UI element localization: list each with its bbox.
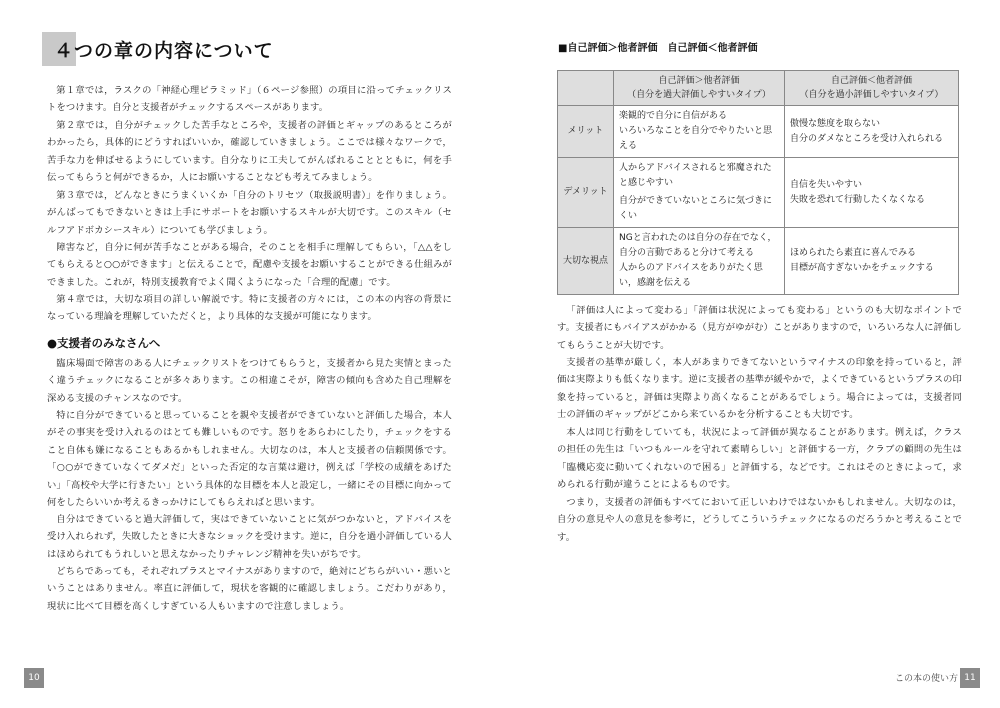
evaluation-comparison-table [557,70,959,295]
supporter-paragraph: 特に自分ができていると思っていることを親や支援者ができていないと評価した場合，本人がその事実を受け入れるのはとても難しいものです。怒りをあらわにしたり，チェックをすること自体も嫌になることもあるかもしれません。大切なのは，本人と支援者の信頼関係です。「○○ができていなくてダメだ」といった否定的な言葉は避け，例えば「学校の成績をあげたい」「高校や大学に行きたい」という具体的な目標を本人と設定し，一緒にその目標に向かって何をしたらいいか考えるきっかけにしてもらえればと思います。 [47,410,452,509]
body-paragraph: つまり，支援者の評価もすべてにおいて正しいわけではないかもしれません。大切なのは，自分の意見や人の意見を参考に，どうしてこういうチェックになるのだろうかと考えることです。 [557,497,962,543]
section-subheading: ●支援者のみなさんへ [47,336,161,350]
table-cell: ほめられたら素直に喜んでみる 目標が高すぎないかをチェックする [785,228,959,295]
table-heading: ■自己評価＞他者評価 自己評価＜他者評価 [558,43,758,54]
page-number: 10 [24,668,44,688]
row-label: 大切な視点 [558,228,614,295]
supporter-paragraph: 臨床場面で障害のある人にチェックリストをつけてもらうと，支援者から見た実情とまったく違うチェックになることが多々あります。この相違こそが，障害の傾向も含めた自己理解を深める支援のチャンスなのです。 [47,358,452,404]
table-cell: NGと言われたのは自分の存在でなく，自分の言動であると分けて考える 人からのアドバイスをありがたく思い，感謝を伝える [614,228,785,295]
right-page [500,0,1000,708]
table-row [558,228,959,295]
intro-paragraph: 第２章では，自分がチェックした苦手なところや，支援者の評価とギャップのあるところがわかったら，具体的にどうすればいいか，確認していきましょう。ここでは様々なワークで，苦手な力を伸ばせるようにしています。自分なりに工夫してがんばれることとともに，何を手伝ってもらうと何ができるか，人にお願いすることなども考えてみましょう。 [47,120,452,184]
supporter-paragraph: どちらであっても，それぞれプラスとマイナスがありますので，絶対にどちらがいい・悪いということはありません。率直に評価して，現状を客観的に確認しましょう。こだわりがあり，現状に比べて目標を高くしすぎている人もいますので注意しましょう。 [47,566,452,612]
page-title: ４つの章の内容について [54,40,274,62]
column-header-underestimate: 自己評価＜他者評価 （自分を過小評価しやすいタイプ） [785,71,959,106]
intro-paragraph: 障害など，自分に何が苦手なことがある場合，そのことを相手に理解してもらい，「△△をしてもらえると○○ができます」と伝えることで，配慮や支援をお願いすることができる仕組みができました。これが，特別支援教育でよく聞くようになった「合理的配慮」です。 [47,242,452,288]
intro-paragraph: 第４章では，大切な項目の詳しい解説です。特に支援者の方々には，この本の内容の背景になっている理論を理解していただくと，より具体的な支援が可能になります。 [47,294,452,323]
footer-section-label: この本の使い方 [894,674,958,684]
table-row [558,158,959,228]
page-number: 11 [960,668,980,688]
table-cell: 自信を失いやすい 失敗を恐れて行動したくなくなる [785,158,959,228]
body-paragraph: 「評価は人によって変わる」「評価は状況によっても変わる」というのも大切なポイントです。支援者にもバイアスがかかる（見方がゆがむ）ことがありますので，いろいろな人に評価してもらうことが大切です。 [557,305,962,351]
row-label: デメリット [558,158,614,228]
supporter-paragraph: 自分はできていると過大評価して，実はできていないことに気がつかないと，アドバイスを受け入れられず，失敗したときに大きなショックを受けます。逆に，自分を過小評価している人はほめられてもうれしいと思えなかったりチャレンジ精神を失いがちです。 [47,514,452,560]
body-paragraph: 本人は同じ行動をしていても，状況によって評価が異なることがあります。例えば，クラスの担任の先生は「いつもルールを守れて素晴らしい」と評価する一方，クラブの顧問の先生は「臨機応変に動いてくれないので困る」と評価する，などです。これはそのときによって，求められる行動が違うことによるものです。 [557,427,962,491]
row-label: メリット [558,106,614,158]
table-cell: 人からアドバイスされると邪魔された と感じやすい 自分ができていないところに気づきに くい [614,158,785,228]
table-corner-cell [558,71,614,106]
column-header-overestimate: 自己評価＞他者評価 （自分を過大評価しやすいタイプ） [614,71,785,106]
table-cell: 楽観的で自分に自信がある いろいろなことを自分でやりたいと思える [614,106,785,158]
table-row [558,106,959,158]
chapter-heading-block [42,30,302,72]
intro-paragraph: 第１章では，ラスクの「神経心理ピラミッド」（６ページ参照）の項目に沿ってチェックリストをつけます。自分と支援者がチェックするスペースがあります。 [47,85,452,114]
intro-paragraph: 第３章では，どんなときにうまくいくか「自分のトリセツ（取扱説明書）」を作りましょう。がんばってもできないときは上手にサポートをお願いするスキルが大切です。このスキル（セルフアドボカシースキル）についても学びましょう。 [47,190,452,236]
table-cell: 傲慢な態度を取らない 自分のダメなところを受け入れられる [785,106,959,158]
body-paragraph: 支援者の基準が厳しく，本人があまりできてないというマイナスの印象を持っていると，評価は実際よりも低くなります。逆に支援者の基準が緩やかで，よくできているというプラスの印象を持っていると，評価は実際より高くなることがあるでしょう。場合によっては，支援者同士の評価のギャップがどこから来ているかを分析することも大切です。 [557,357,963,421]
